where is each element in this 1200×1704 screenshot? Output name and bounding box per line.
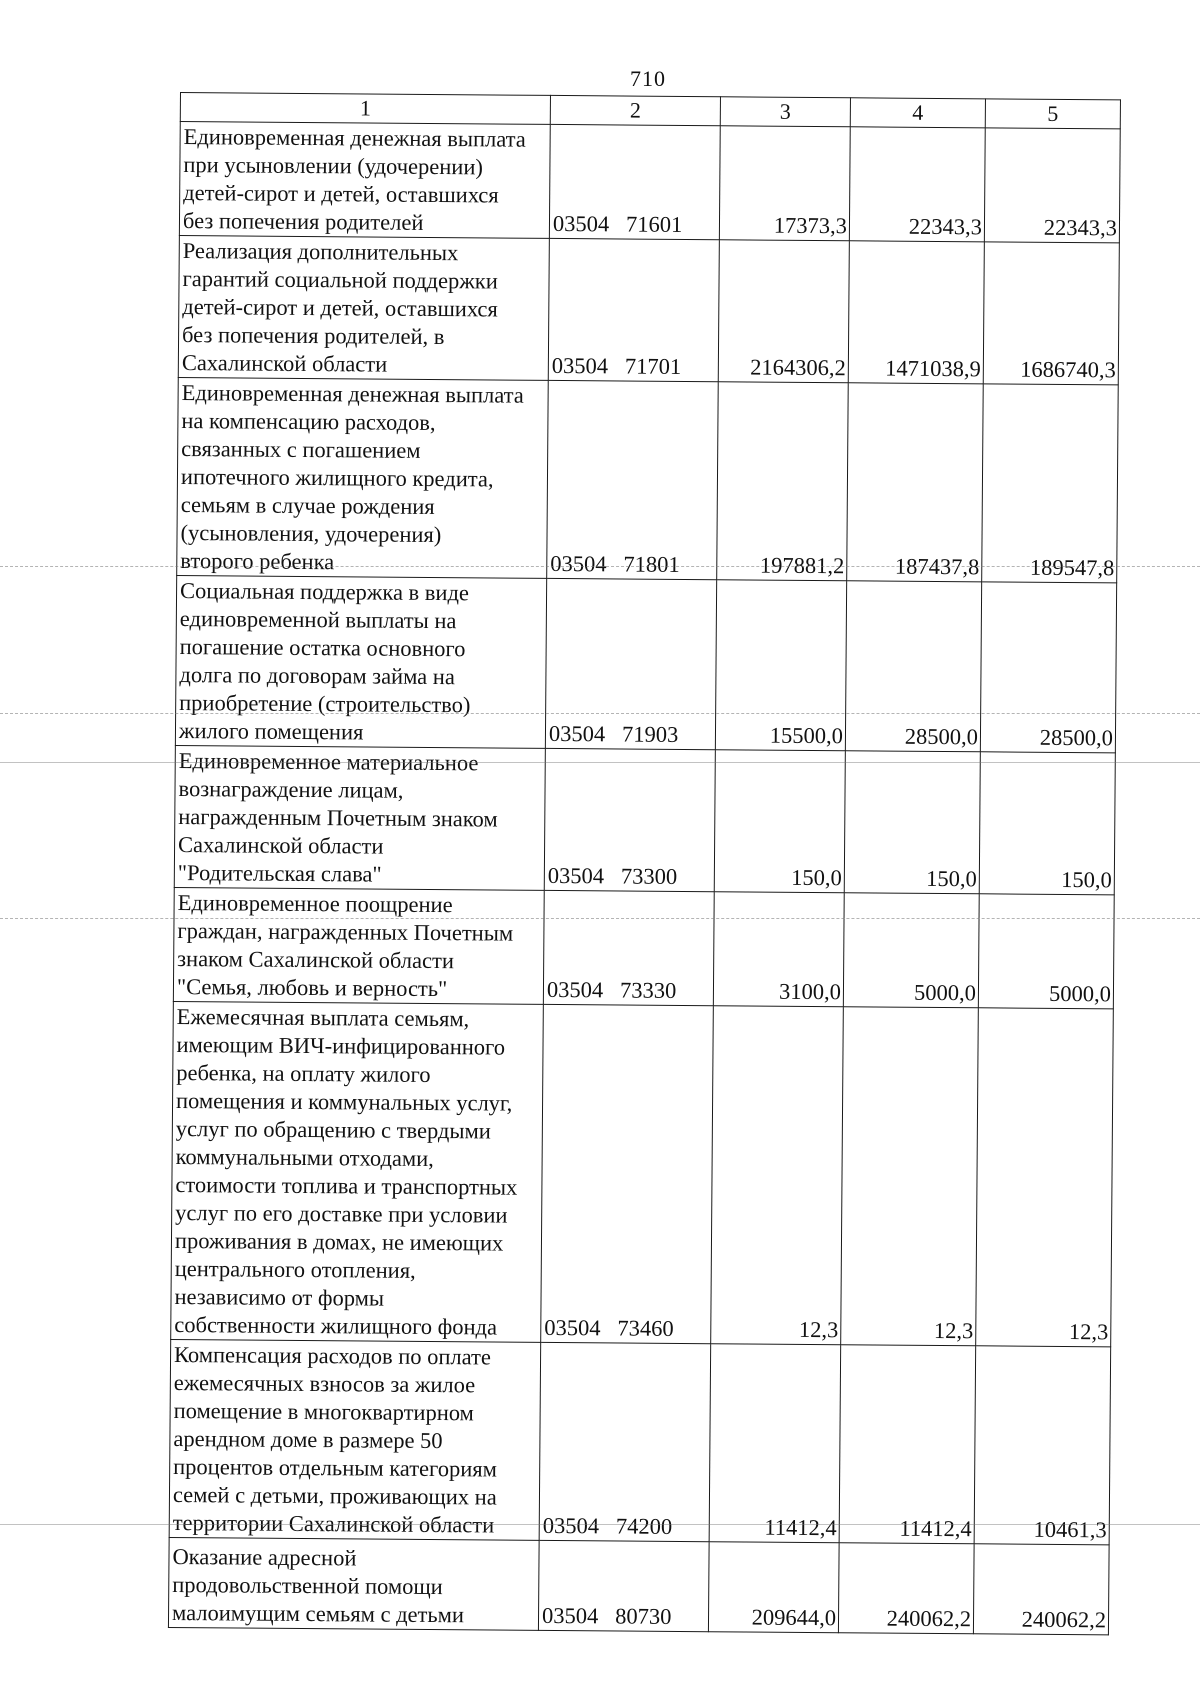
row-value-col4: 1471038,9 [848, 241, 984, 384]
row-value-col5: 12,3 [976, 1008, 1114, 1347]
scan-artifact-line [0, 1524, 1200, 1525]
scan-artifact-line [0, 918, 1200, 919]
row-value-col5: 28500,0 [980, 582, 1116, 753]
scan-artifact-line [0, 566, 1200, 567]
scan-artifact-line [0, 762, 1200, 763]
budget-table [168, 92, 1121, 1635]
header-col-5: 5 [985, 99, 1120, 129]
page-number: 710 [630, 66, 666, 91]
row-code: 03504 74200 [539, 1342, 711, 1541]
table-row [171, 1001, 1114, 1346]
row-value-col5: 1686740,3 [983, 242, 1119, 385]
row-value-col3: 11412,4 [709, 1344, 841, 1543]
row-name: Социальная поддержка в виде единовременной выплаты на погашение остатка основного долга по договорам займа на приобретение (строительство) жилого помещения [175, 575, 546, 748]
row-value-col5: 240062,2 [973, 1544, 1109, 1635]
row-value-col3: 3100,0 [713, 892, 844, 1007]
header-col-2: 2 [550, 95, 720, 125]
table-row [174, 745, 1115, 894]
row-value-col3: 209644,0 [708, 1542, 839, 1633]
header-col-1: 1 [180, 93, 550, 125]
row-value-col5: 22343,3 [984, 128, 1120, 243]
row-name: Реализация дополнительных гарантий социальной поддержки детей-сирот и детей, оставшихся без попечения родителей, в Сахалинской области [178, 235, 549, 380]
row-value-col4: 22343,3 [849, 127, 985, 242]
row-value-col4: 5000,0 [843, 893, 979, 1008]
table-row [177, 377, 1119, 582]
row-value-col3: 150,0 [714, 750, 845, 893]
row-value-col4: 11412,4 [839, 1345, 976, 1544]
row-value-col5: 189547,8 [982, 384, 1119, 583]
table-row [169, 1339, 1111, 1544]
row-value-col4: 12,3 [841, 1007, 979, 1346]
header-col-4: 4 [850, 98, 985, 128]
row-code: 03504 71701 [548, 238, 719, 381]
row-value-col5: 10461,3 [974, 1346, 1111, 1545]
row-code: 03504 80730 [538, 1540, 709, 1631]
row-value-col3: 12,3 [711, 1006, 844, 1345]
row-name: Единовременное материальное вознаграждение лицам, награжденным Почетным знаком Сахалинской области "Родительская слава" [174, 745, 545, 890]
row-value-col3: 197881,2 [717, 382, 849, 581]
table-row [173, 887, 1114, 1008]
row-value-col5: 5000,0 [978, 894, 1114, 1009]
table-row [175, 575, 1116, 752]
row-name: Единовременная денежная выплата на компенсацию расходов, связанных с погашением ипотечного жилищного кредита, семьям в случае рождения (усыновления, удочерения) второго ребенка [177, 377, 549, 578]
table-row [179, 122, 1120, 243]
row-name: Единовременное поощрение граждан, награжденных Почетным знаком Сахалинской области "Семья, любовь и верность" [173, 887, 544, 1004]
row-value-col3: 2164306,2 [718, 240, 849, 383]
table-row [168, 1537, 1109, 1634]
row-value-col5: 150,0 [979, 752, 1115, 895]
row-value-col4: 150,0 [844, 751, 980, 894]
table-body [168, 122, 1120, 1635]
row-name: Оказание адресной продовольственной помощи малоимущим семьям с детьми [168, 1537, 539, 1630]
row-name: Ежемесячная выплата семьям, имеющим ВИЧ-инфицированного ребенка, на оплату жилого помещения и коммунальных услуг, услуг по обращению с твердыми коммунальными отходами, стоимости топлива и транспортных услуг по его доставке при условии проживания в домах, не имеющих центрального отопления, независимо от формы собственности жилищного фонда [171, 1001, 544, 1342]
row-value-col3: 15500,0 [715, 580, 846, 751]
row-code: 03504 71903 [545, 578, 716, 749]
row-code: 03504 71801 [547, 380, 719, 579]
scan-artifact-line [0, 713, 1200, 714]
row-name: Компенсация расходов по оплате ежемесячных взносов за жилое помещение в многоквартирном арендном доме в размере 50 процентов отдельным категориям семей с детьми, проживающих на территории Сахалинской области [169, 1339, 541, 1540]
row-value-col3: 17373,3 [719, 126, 850, 241]
row-value-col4: 240062,2 [838, 1543, 974, 1634]
row-code: 03504 73300 [544, 748, 715, 891]
row-name: Единовременная денежная выплата при усыновлении (удочерении) детей-сирот и детей, оставшихся без попечения родителей [179, 122, 550, 239]
row-value-col4: 187437,8 [847, 383, 984, 582]
row-code: 03504 73460 [541, 1004, 714, 1343]
row-code: 03504 73330 [543, 890, 714, 1005]
header-col-3: 3 [720, 97, 850, 127]
row-value-col4: 28500,0 [845, 581, 981, 752]
table-row [178, 235, 1119, 384]
row-code: 03504 71601 [549, 124, 720, 239]
